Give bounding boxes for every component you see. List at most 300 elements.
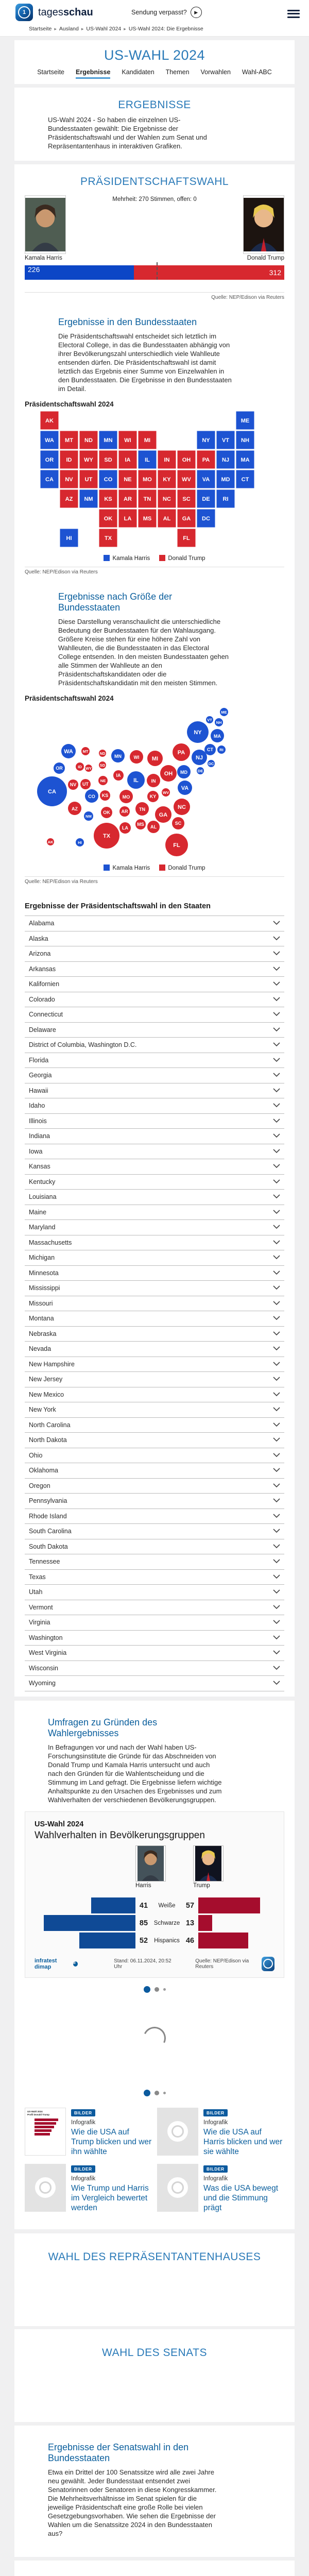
map-state-ND[interactable]	[79, 431, 98, 449]
trump-color-swatch	[159, 865, 165, 871]
chevron-down-icon	[273, 1208, 280, 1217]
state-name: Nebraska	[29, 1330, 57, 1337]
state-accordion-row[interactable]	[25, 1174, 284, 1190]
map-chart-label: Präsidentschaftswahl 2024	[25, 400, 284, 408]
tab-wahl-abc[interactable]: Wahl-ABC	[242, 69, 272, 79]
bubble-state-VT[interactable]	[206, 716, 213, 723]
state-accordion-row[interactable]	[25, 1067, 284, 1083]
map-state-ID[interactable]	[60, 450, 78, 469]
svg-text:WV: WV	[182, 477, 191, 483]
svg-text:HI: HI	[78, 840, 82, 845]
svg-text:DC: DC	[202, 516, 210, 522]
chevron-down-icon	[273, 1116, 280, 1126]
state-accordion-row[interactable]	[25, 1357, 284, 1372]
map-state-DE[interactable]	[197, 489, 215, 508]
teaser-card[interactable]	[157, 2164, 284, 2213]
map-state-ME[interactable]	[236, 411, 254, 430]
teaser-title[interactable]: Wie die USA auf Trump blicken und wer ihn wählte	[71, 2127, 152, 2157]
bubble-state-UT[interactable]	[80, 779, 91, 789]
state-accordion-row[interactable]	[25, 1417, 284, 1433]
state-name: Massachusetts	[29, 1239, 72, 1246]
state-accordion-row[interactable]	[25, 1083, 284, 1098]
svg-text:DE: DE	[202, 496, 210, 502]
map-state-AR[interactable]	[118, 489, 137, 508]
bubble-state-AK[interactable]	[47, 838, 54, 845]
state-name: Wyoming	[29, 1680, 56, 1687]
state-name: Virginia	[29, 1619, 50, 1626]
trump-value: 46	[182, 1937, 198, 1945]
carousel-dot-active[interactable]	[144, 1986, 150, 1993]
state-accordion-row[interactable]	[25, 1600, 284, 1615]
teaser-text	[203, 2164, 284, 2213]
tab-startseite[interactable]: Startseite	[37, 69, 64, 79]
bubble-state-OH[interactable]	[160, 765, 177, 782]
hamburger-menu-icon[interactable]	[287, 8, 300, 20]
logo-ring: 1	[18, 6, 30, 19]
svg-text:TN: TN	[144, 496, 151, 502]
bubble-state-MI[interactable]	[147, 751, 163, 766]
state-accordion-row[interactable]	[25, 961, 284, 977]
bubble-state-NE[interactable]	[98, 776, 108, 785]
state-accordion-row[interactable]	[25, 1493, 284, 1509]
bubble-state-SD[interactable]	[99, 761, 106, 769]
state-accordion-row[interactable]	[25, 1098, 284, 1113]
bubble-state-CA[interactable]	[37, 776, 67, 806]
map-state-WA[interactable]	[40, 431, 59, 449]
svg-text:NJ: NJ	[196, 755, 203, 761]
bubble-state-AR[interactable]	[119, 806, 130, 817]
map-state-CO[interactable]	[99, 470, 117, 488]
state-name: Washington	[29, 1634, 63, 1641]
map-state-NH[interactable]	[236, 431, 254, 449]
chevron-down-icon	[273, 1481, 280, 1490]
state-name: North Dakota	[29, 1436, 67, 1444]
state-accordion-row[interactable]	[25, 1448, 284, 1463]
bubble-state-HI[interactable]	[76, 838, 84, 846]
map-state-UT[interactable]	[79, 470, 98, 488]
state-accordion-row[interactable]	[25, 1235, 284, 1250]
state-name: Nevada	[29, 1345, 51, 1352]
bubble-state-FL[interactable]	[165, 834, 188, 856]
map-state-MA[interactable]	[236, 450, 254, 469]
carousel-dot-3[interactable]	[163, 1988, 166, 1991]
svg-text:NC: NC	[163, 496, 171, 502]
teaser-card[interactable]	[25, 2164, 152, 2213]
senat-title: WAHL DES SENATS	[14, 2329, 295, 2363]
state-accordion-row[interactable]	[25, 1675, 284, 1691]
state-accordion-row[interactable]	[25, 1371, 284, 1387]
trump-bar	[198, 1915, 212, 1931]
map-state-OK[interactable]	[99, 509, 117, 528]
map-state-IL[interactable]	[138, 450, 157, 469]
svg-text:AL: AL	[150, 824, 157, 829]
map-state-MI[interactable]	[138, 431, 157, 449]
praesidentschaftswahl-card	[14, 164, 295, 1697]
state-accordion-row[interactable]	[25, 1113, 284, 1129]
map-state-SC[interactable]	[177, 489, 196, 508]
map-state-MO[interactable]	[138, 470, 157, 488]
state-name: Pennsylvania	[29, 1497, 67, 1504]
map-state-DC[interactable]	[197, 509, 215, 528]
map-state-MD[interactable]	[216, 470, 235, 488]
state-accordion-row[interactable]	[25, 1630, 284, 1646]
bubble-state-MN[interactable]	[111, 749, 125, 762]
teaser-card[interactable]	[157, 2108, 284, 2157]
bubble-state-NV[interactable]	[68, 779, 78, 790]
state-name: Arizona	[29, 950, 50, 957]
svg-text:TX: TX	[103, 833, 111, 839]
bubble-state-CO[interactable]	[85, 789, 98, 803]
state-name: Iowa	[29, 1148, 42, 1155]
svg-text:MO: MO	[143, 477, 152, 483]
breadcrumb-item[interactable]: Startseite	[29, 26, 52, 32]
state-accordion-row[interactable]	[25, 1296, 284, 1311]
state-accordion-row[interactable]	[25, 1037, 284, 1053]
state-accordion-row[interactable]	[25, 1660, 284, 1676]
harris-photo	[25, 195, 66, 254]
breadcrumb-separator-icon: ▸	[81, 26, 84, 31]
state-accordion-row[interactable]	[25, 1509, 284, 1524]
state-accordion-row[interactable]	[25, 1128, 284, 1144]
map-state-VT[interactable]	[216, 431, 235, 449]
map-state-MN[interactable]	[99, 431, 117, 449]
state-name: Rhode Island	[29, 1513, 67, 1520]
bubble-chart-label: Präsidentschaftswahl 2024	[25, 694, 284, 702]
bubble-section-heading[interactable]: Ergebnisse nach Größe der Bundesstaaten	[58, 591, 233, 613]
svg-text:NM: NM	[84, 496, 93, 502]
state-name: Minnesota	[29, 1269, 59, 1277]
chevron-down-icon	[273, 1344, 280, 1353]
bubble-state-MO[interactable]	[119, 790, 133, 803]
teaser-title[interactable]: Was die USA bewegt und die Stimmung prägt	[203, 2183, 284, 2213]
state-accordion-row[interactable]	[25, 1478, 284, 1494]
electoral-college-duel	[25, 195, 284, 287]
state-name: Idaho	[29, 1102, 45, 1109]
map-state-OH[interactable]	[177, 450, 196, 469]
infratest-kicker: US-Wahl 2024	[35, 1820, 274, 1828]
map-state-VA[interactable]	[197, 470, 215, 488]
state-accordion-row[interactable]	[25, 1053, 284, 1068]
map-state-NV[interactable]	[60, 470, 78, 488]
harris-bar-cell	[35, 1915, 135, 1931]
state-name: South Dakota	[29, 1543, 68, 1550]
bubble-state-DC[interactable]	[208, 760, 215, 767]
state-accordion-row[interactable]	[25, 946, 284, 961]
svg-text:NY: NY	[202, 437, 210, 444]
map-state-NM[interactable]	[79, 489, 98, 508]
svg-text:VA: VA	[181, 785, 189, 791]
harris-value: 41	[135, 1902, 152, 1910]
state-name: Tennessee	[29, 1558, 60, 1565]
bubble-state-GA[interactable]	[155, 806, 171, 823]
chevron-down-icon	[273, 1192, 280, 1201]
bubble-state-OR[interactable]	[54, 762, 65, 774]
state-accordion-row[interactable]	[25, 992, 284, 1007]
us-states-bubble-map[interactable]	[25, 704, 284, 859]
bubble-state-ME[interactable]	[220, 708, 228, 716]
infratest-brand: infratest dimap	[35, 1958, 78, 1970]
chevron-down-icon	[273, 1283, 280, 1293]
teaser-thumbnail-placeholder	[157, 2164, 198, 2212]
svg-text:AL: AL	[163, 516, 171, 522]
map-state-TN[interactable]	[138, 489, 157, 508]
breadcrumb-item[interactable]: US-Wahl 2024	[86, 26, 121, 32]
bubble-state-SC[interactable]	[172, 817, 184, 829]
state-accordion-row[interactable]	[25, 1615, 284, 1630]
svg-text:KS: KS	[102, 793, 109, 798]
teaser-card[interactable]	[25, 2108, 152, 2157]
chevron-down-icon	[273, 1238, 280, 1247]
state-accordion-row[interactable]	[25, 1007, 284, 1022]
state-accordion-row[interactable]	[25, 931, 284, 946]
svg-text:MS: MS	[143, 516, 152, 522]
state-accordion-row[interactable]	[25, 1144, 284, 1159]
teaser-kicker: Infografik	[71, 2120, 152, 2126]
chevron-down-icon	[273, 1101, 280, 1110]
svg-text:NV: NV	[65, 477, 73, 483]
bubble-state-RI[interactable]	[217, 745, 226, 754]
tagesschau-logo-icon[interactable]	[15, 4, 33, 21]
svg-text:WY: WY	[84, 457, 93, 463]
ard-globe-icon	[35, 2177, 56, 2198]
bubble-state-OK[interactable]	[101, 807, 112, 818]
state-name: Indiana	[29, 1132, 50, 1140]
map-state-AK[interactable]	[40, 411, 59, 430]
map-state-KY[interactable]	[158, 470, 176, 488]
state-accordion-row[interactable]	[25, 1645, 284, 1660]
map-state-WY[interactable]	[79, 450, 98, 469]
bubble-state-ND[interactable]	[99, 750, 106, 757]
map-state-NE[interactable]	[118, 470, 137, 488]
bubble-state-WI[interactable]	[130, 750, 143, 764]
map-state-OR[interactable]	[40, 450, 59, 469]
state-accordion-row[interactable]	[25, 1159, 284, 1174]
demographic-row	[35, 1914, 274, 1932]
umfragen-heading[interactable]: Umfragen zu Gründen des Wahlergebnisses	[48, 1717, 223, 1739]
bubble-state-VA[interactable]	[178, 781, 192, 795]
state-accordion-row[interactable]	[25, 1311, 284, 1326]
carousel-dot-2[interactable]	[154, 1987, 159, 1992]
infratest-source: Quelle: NEP/Edison via Reuters	[195, 1958, 261, 1970]
state-accordion-row[interactable]	[25, 1569, 284, 1585]
map-state-MS[interactable]	[138, 509, 157, 528]
bubble-state-NH[interactable]	[215, 718, 223, 726]
state-accordion-row[interactable]	[25, 1387, 284, 1402]
tab-themen[interactable]: Themen	[166, 69, 190, 79]
bubble-state-ID[interactable]	[76, 762, 84, 771]
svg-text:SD: SD	[104, 457, 112, 463]
map-state-RI[interactable]	[216, 489, 235, 508]
tab-vorwahlen[interactable]: Vorwahlen	[201, 69, 231, 79]
state-accordion-row[interactable]	[25, 1250, 284, 1265]
harris-color-swatch	[104, 865, 110, 871]
bubble-state-AL[interactable]	[147, 821, 160, 833]
map-state-NJ[interactable]	[216, 450, 235, 469]
chevron-down-icon	[273, 1664, 280, 1673]
ard-globe-icon	[167, 2177, 188, 2198]
bubble-state-KY[interactable]	[147, 791, 159, 802]
tab-ergebnisse[interactable]: Ergebnisse	[76, 69, 110, 79]
chevron-down-icon	[273, 1679, 280, 1688]
carousel2-dot-3[interactable]	[163, 2092, 166, 2094]
infratest-chart-card	[25, 1811, 284, 1978]
state-accordion-row[interactable]	[25, 1022, 284, 1038]
bubble-state-MA[interactable]	[211, 729, 224, 742]
bubble-state-WY[interactable]	[85, 765, 92, 772]
bubble-state-MS[interactable]	[135, 819, 146, 829]
demographic-row	[35, 1897, 274, 1914]
bubble-state-IN[interactable]	[147, 774, 160, 787]
harris-votes-bar	[25, 265, 134, 280]
svg-text:SC: SC	[182, 496, 190, 502]
state-name: Georgia	[29, 1072, 52, 1079]
map-state-MT[interactable]	[60, 431, 78, 449]
state-name: Oregon	[29, 1482, 50, 1489]
map-state-AZ[interactable]	[60, 489, 78, 508]
senatswahl-heading[interactable]: Ergebnisse der Senatswahl in den Bundesstaaten	[48, 2442, 223, 2464]
map-state-IN[interactable]	[158, 450, 176, 469]
bubble-state-TX[interactable]	[94, 823, 119, 849]
svg-text:CO: CO	[104, 477, 113, 483]
bubble-state-WA[interactable]	[61, 744, 76, 758]
chevron-down-icon	[273, 1542, 280, 1551]
map-state-PA[interactable]	[197, 450, 215, 469]
group-label: Schwarze	[152, 1920, 182, 1926]
state-accordion-row[interactable]	[25, 1539, 284, 1554]
carousel2-dot-2[interactable]	[154, 2091, 159, 2095]
map-state-KS[interactable]	[99, 489, 117, 508]
teaser-title[interactable]: Wie die USA auf Harris blicken und wer sie wählte	[203, 2127, 284, 2157]
tab-kandidaten[interactable]: Kandidaten	[122, 69, 154, 79]
bubble-state-NC[interactable]	[174, 799, 190, 815]
svg-text:CT: CT	[242, 477, 249, 483]
state-accordion-row[interactable]	[25, 1205, 284, 1220]
bubble-state-LA[interactable]	[119, 822, 131, 834]
state-accordion-row[interactable]	[25, 1326, 284, 1342]
map-state-LA[interactable]	[118, 509, 137, 528]
map-state-WI[interactable]	[118, 431, 137, 449]
state-accordion-row[interactable]	[25, 1584, 284, 1600]
state-name: Michigan	[29, 1254, 55, 1261]
teaser-badge: BILDER	[71, 2109, 95, 2116]
breadcrumb-item[interactable]: Ausland	[59, 26, 79, 32]
state-accordion-row[interactable]	[25, 1219, 284, 1235]
state-accordion-row[interactable]	[25, 916, 284, 931]
bubble-state-NY[interactable]	[187, 721, 209, 743]
state-accordion-row[interactable]	[25, 1554, 284, 1569]
senat-card	[14, 2329, 295, 2422]
brand-wordmark[interactable]	[38, 7, 93, 19]
group-label: Weiße	[152, 1903, 182, 1909]
state-name: District of Columbia, Washington D.C.	[29, 1041, 136, 1048]
chevron-down-icon	[273, 1086, 280, 1095]
map-legend-harris: Kamala Harris	[104, 555, 150, 562]
bubble-state-AZ[interactable]	[68, 802, 81, 815]
bubble-state-KS[interactable]	[100, 790, 110, 801]
chevron-down-icon	[273, 1572, 280, 1582]
state-name: Ohio	[29, 1452, 42, 1459]
bubble-state-TN[interactable]	[135, 802, 149, 816]
map-source: Quelle: NEP/Edison via Reuters	[25, 567, 284, 582]
state-name: Alaska	[29, 935, 48, 942]
state-accordion-row[interactable]	[25, 1402, 284, 1417]
play-icon[interactable]: ▶	[191, 7, 202, 18]
teaser-text	[203, 2108, 284, 2157]
sendung-verpasst-link[interactable]	[131, 0, 202, 25]
state-accordion-row[interactable]	[25, 1432, 284, 1448]
state-name: Kansas	[29, 1163, 50, 1170]
chevron-down-icon	[273, 1071, 280, 1080]
bubble-state-NM[interactable]	[84, 811, 93, 821]
bubble-state-MT[interactable]	[81, 747, 90, 755]
us-states-map[interactable]	[25, 410, 284, 549]
carousel2-dot-active[interactable]	[144, 2090, 150, 2096]
chevron-down-icon	[273, 919, 280, 928]
chevron-down-icon	[273, 1162, 280, 1171]
state-accordion-row[interactable]	[25, 1523, 284, 1539]
teaser-badge: BILDER	[203, 2165, 228, 2173]
rueckblick-title	[14, 2561, 295, 2576]
state-accordion-row[interactable]	[25, 1463, 284, 1478]
bubble-state-PA[interactable]	[173, 743, 190, 761]
teaser-kicker: Infografik	[203, 2176, 284, 2182]
map-state-FL[interactable]	[177, 529, 196, 547]
svg-text:IN: IN	[151, 778, 156, 784]
bubble-state-DE[interactable]	[197, 767, 204, 774]
map-state-NY[interactable]	[197, 431, 215, 449]
map-state-SD[interactable]	[99, 450, 117, 469]
infratest-photos	[35, 1845, 274, 1897]
umfragen-card	[14, 1701, 295, 2229]
breadcrumb-item[interactable]: US-Wahl 2024: Die Ergebnisse	[129, 26, 203, 32]
map-state-TX[interactable]	[99, 529, 117, 547]
bubble-state-IL[interactable]	[127, 771, 145, 789]
state-accordion-row[interactable]	[25, 976, 284, 992]
state-accordion-row[interactable]	[25, 1265, 284, 1281]
bubble-state-MD[interactable]	[177, 765, 191, 778]
map-state-AL[interactable]	[158, 509, 176, 528]
svg-text:TN: TN	[139, 807, 145, 812]
state-accordion-row[interactable]	[25, 1280, 284, 1296]
map-state-CA[interactable]	[40, 470, 59, 488]
map-state-WV[interactable]	[177, 470, 196, 488]
bubble-source: Quelle: NEP/Edison via Reuters	[25, 876, 284, 892]
trump-column-label: Trump	[193, 1883, 210, 1889]
teaser-title[interactable]: Wie Trump und Harris im Vergleich bewertet werden	[71, 2183, 152, 2213]
state-name: West Virginia	[29, 1649, 66, 1656]
map-state-GA[interactable]	[177, 509, 196, 528]
map-section-heading[interactable]: Ergebnisse in den Bundesstaaten	[58, 317, 233, 328]
map-state-NC[interactable]	[158, 489, 176, 508]
chevron-down-icon	[273, 1527, 280, 1536]
bubble-state-WV[interactable]	[162, 788, 170, 796]
bubble-state-NJ[interactable]	[192, 750, 207, 765]
bubble-state-IA[interactable]	[113, 770, 124, 781]
svg-text:MS: MS	[137, 822, 144, 827]
svg-text:ND: ND	[100, 751, 106, 756]
map-state-IA[interactable]	[118, 450, 137, 469]
harris-name: Kamala Harris	[25, 255, 62, 261]
svg-text:WV: WV	[163, 790, 169, 795]
chevron-down-icon	[273, 1040, 280, 1049]
state-accordion-row[interactable]	[25, 1341, 284, 1357]
map-state-CT[interactable]	[236, 470, 254, 488]
bubble-state-CT[interactable]	[204, 744, 216, 755]
svg-text:KY: KY	[163, 477, 171, 483]
state-accordion-row[interactable]	[25, 1189, 284, 1205]
trump-photo-small	[193, 1845, 224, 1882]
map-state-HI[interactable]	[60, 529, 78, 547]
